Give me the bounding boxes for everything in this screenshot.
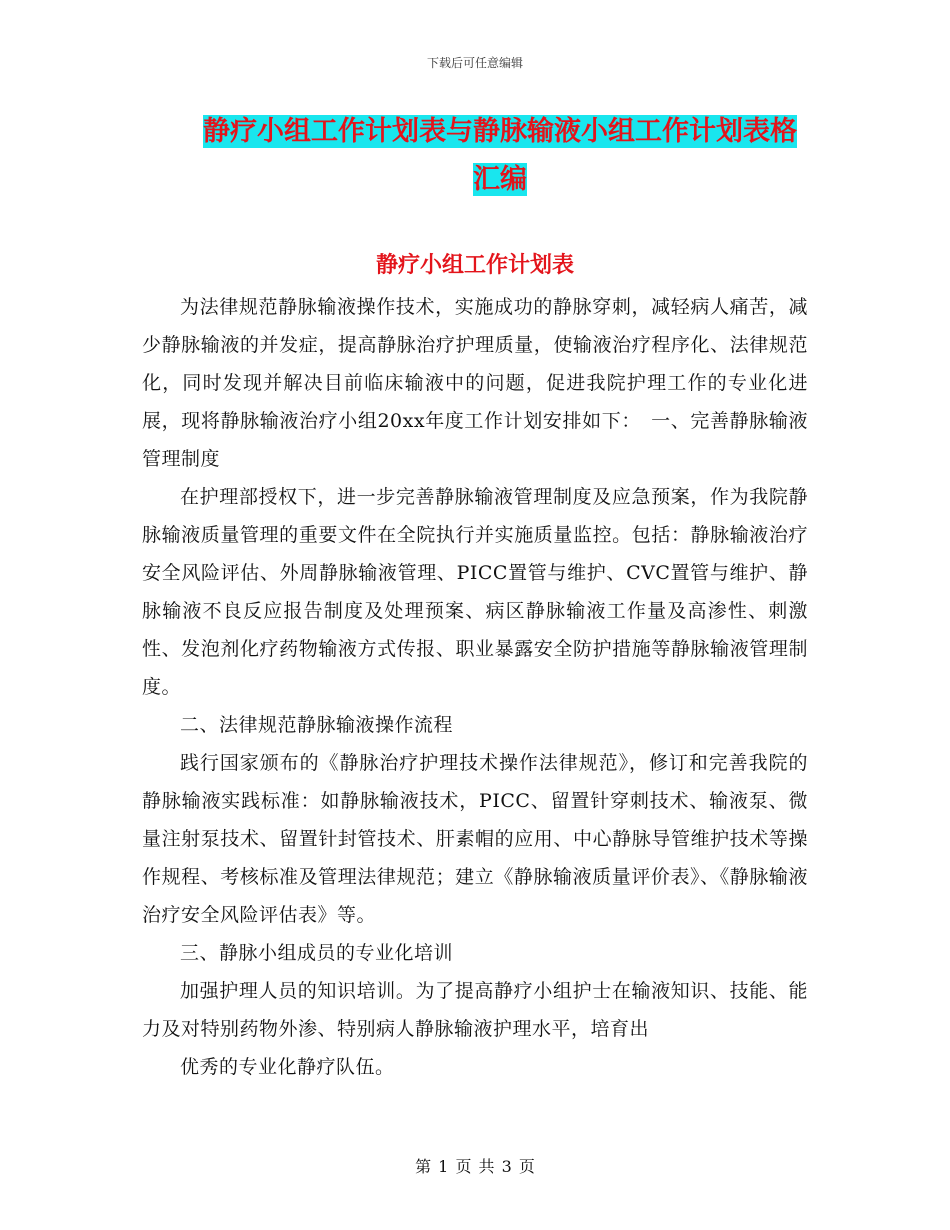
paragraph-intro: 为法律规范静脉输液操作技术，实施成功的静脉穿刺，减轻病人痛苦，减少静脉输液的并发症，提高静脉治疗护理质量，使输液治疗程序化、法律规范化，同时发现并解决目前临床输液中的问题，促进我院护理工作的专业化进展，现将静脉输液治疗小组20xx年度工作计划安排如下： 一、完善静脉输液管理制度 (142, 296, 808, 470)
document-title-text: 静疗小组工作计划表与静脉输液小组工作计划表格汇编 (203, 116, 797, 195)
paragraph-training-end: 优秀的专业化静疗队伍。 (180, 1056, 395, 1078)
paragraph-training: 加强护理人员的知识培训。为了提高静疗小组护士在输液知识、技能、能力及对特别药物外渗、特别病人静脉输液护理水平，培育出 (142, 980, 808, 1040)
heading-training: 三、静脉小组成员的专业化培训 (180, 942, 454, 964)
section-title: 静疗小组工作计划表 (375, 253, 574, 278)
heading-operation-process: 二、法律规范静脉输液操作流程 (180, 714, 454, 736)
page-footer: 第 1 页 共 3 页 (415, 1157, 535, 1176)
body-text (142, 288, 808, 1086)
paragraph-management-system: 在护理部授权下，进一步完善静脉输液管理制度及应急预案，作为我院静脉输液质量管理的重要文件在全院执行并实施质量监控。包括：静脉输液治疗安全风险评估、外周静脉输液管理、PICC置管与维护、CVC置管与维护、静脉输液不良反应报告制度及处理预案、病区静脉输液工作量及高渗性、刺激性、发泡剂化疗药物输液方式传报、职业暴露安全防护措施等静脉输液管理制度。 (142, 486, 808, 698)
document-title (190, 108, 810, 204)
header-note: 下载后可任意编辑 (426, 56, 523, 70)
paragraph-operation-process: 践行国家颁布的《静脉治疗护理技术操作法律规范》，修订和完善我院的静脉输液实践标准：如静脉输液技术，PICC、留置针穿刺技术、输液泵、微量注射泵技术、留置针封管技术、肝素帽的应用、中心静脉导管维护技术等操作规程、考核标准及管理法律规范；建立《静脉输液质量评价表》、《静脉输液治疗安全风险评估表》等。 (142, 752, 808, 926)
